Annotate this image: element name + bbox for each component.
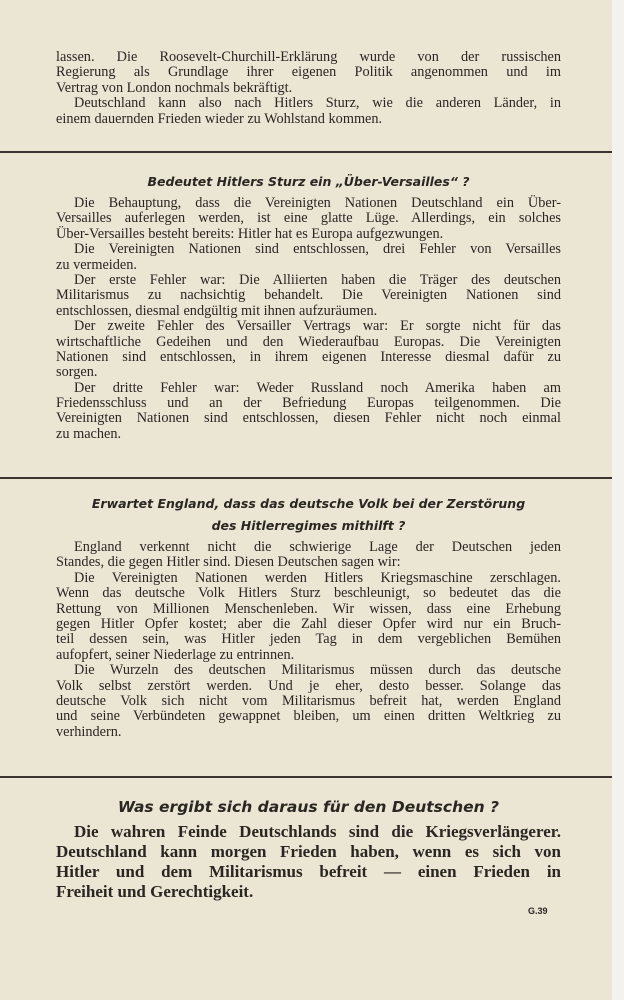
- text-line: zu vermeiden.: [56, 256, 137, 273]
- section-heading: Was ergibt sich daraus für den Deutschen ?: [117, 798, 500, 816]
- section-england-erwartung: [56, 493, 561, 740]
- text-line: sorgen.: [56, 364, 98, 381]
- section-divider: [0, 477, 612, 479]
- section-divider: [0, 776, 612, 778]
- text-line: Freiheit und Gerechtigkeit.: [56, 882, 254, 901]
- section-ueber-versailles: [56, 171, 561, 442]
- text-line: gegen Hitler Opfer kostet; aber die Zahl dieser Opfer wird nur ein Bruch-: [56, 615, 561, 632]
- text-line: wirtschaftliche Gedeihen und den Wiederaufbau Europas. Die Vereinigten: [56, 333, 561, 350]
- text-line: Der erste Fehler war: Die Alliierten haben die Träger des deutschen: [74, 271, 561, 288]
- paragraph: [56, 96, 561, 127]
- text-line: zu machen.: [56, 425, 122, 442]
- paragraph: [56, 196, 561, 242]
- text-line: Die Vereinigten Nationen sind entschlossen, drei Fehler von Versailles: [74, 241, 561, 258]
- text-line: Deutschland kann morgen Frieden haben, wenn es sich von: [56, 842, 561, 861]
- print-code: G.39: [528, 906, 548, 916]
- text-line: Volk selbst zerstört werden. Und je eher, desto besser. Solange das: [56, 677, 561, 694]
- text-line: Vertrag von London nochmals bekräftigt.: [56, 79, 293, 96]
- text-line: entschlossen, diesmal endgültig mit ihnen aufzuräumen.: [56, 302, 378, 319]
- text-line: Vereinigten Nationen sind entschlossen, diesen Fehler nicht noch einmal: [56, 410, 561, 427]
- paragraph: [56, 50, 561, 96]
- text-line: Hitler und dem Militarismus befreit — einen Frieden in: [56, 862, 561, 881]
- text-line: Die Wurzeln des deutschen Militarismus müssen durch das deutsche: [74, 662, 561, 679]
- text-line: Über-Versailles besteht bereits: Hitler hat es Europa aufgezwungen.: [56, 225, 444, 242]
- text-line: Die Behauptung, dass die Vereinigten Nationen Deutschland ein Über-: [74, 195, 561, 211]
- section-heading: des Hitlerregimes mithilft ?: [211, 518, 406, 533]
- section-heading: Erwartet England, dass das deutsche Volk bei der Zerstörung: [91, 496, 526, 511]
- text-line: Rettung von Millionen Menschenleben. Wir wissen, dass eine Erhebung: [56, 600, 561, 617]
- section-divider: [0, 151, 612, 153]
- text-line: Standes, die gegen Hitler sind. Diesen Deutschen sagen wir:: [56, 554, 401, 571]
- text-line: und seine Verbündeten gewappnet bleiben, um einen dritten Weltkrieg zu: [56, 708, 561, 725]
- text-line: England verkennt nicht die schwierige Lage der Deutschen jeden: [74, 539, 561, 555]
- text-line: Die wahren Feinde Deutschlands sind die Kriegsverlängerer.: [74, 822, 561, 841]
- text-line: verhindern.: [56, 723, 122, 740]
- section-intro-conclusion: [56, 50, 561, 127]
- section-folgerung: [56, 796, 561, 902]
- paragraph: [56, 242, 561, 273]
- text-line: Nationen sind entschlossen, in ihrem eigenen Interesse diesmal dafür zu: [56, 348, 561, 365]
- text-line: Wenn das deutsche Volk Hitlers Sturz beschleunigt, so bedeutet das die: [56, 585, 561, 602]
- paragraph: [56, 822, 561, 902]
- text-line: Militarismus zu nachsichtig behandelt. Die Vereinigten Nationen sind: [56, 287, 561, 304]
- text-line: Regierung als Grundlage ihrer eigenen Politik angenommen und im: [56, 64, 561, 81]
- text-line: Friedensschluss und an der Befriedung Europas teilgenommen. Die: [56, 395, 561, 412]
- text-line: Die Vereinigten Nationen werden Hitlers Kriegsmaschine zerschlagen.: [74, 569, 561, 586]
- paragraph: [56, 571, 561, 663]
- paragraph: [56, 540, 561, 571]
- text-line: Versailles auferlegen werden, ist eine glatte Lüge. Allerdings, ein solches: [56, 210, 561, 227]
- paragraph: [56, 663, 561, 740]
- paragraph: [56, 273, 561, 319]
- text-line: aufopfert, seiner Niederlage zu entrinnen.: [56, 646, 295, 663]
- section-heading: Bedeutet Hitlers Sturz ein „Über-Versailles“ ?: [147, 174, 470, 189]
- paragraph: [56, 381, 561, 443]
- text-line: einem dauernden Frieden wieder zu Wohlstand kommen.: [56, 110, 383, 127]
- text-line: Der zweite Fehler des Versailler Vertrags war: Er sorgte nicht für das: [74, 318, 561, 335]
- text-line: Deutschland kann also nach Hitlers Sturz, wie die anderen Länder, in: [74, 95, 561, 112]
- paragraph: [56, 319, 561, 381]
- text-line: deutsche Volk sich nicht vom Militarismus befreit hat, werden England: [56, 692, 561, 709]
- text-line: teil dessen sein, was Hitler jeden Tag in dem vergeblichen Bemühen: [56, 631, 561, 648]
- text-line: Der dritte Fehler war: Weder Russland noch Amerika haben am: [74, 379, 561, 396]
- text-line: lassen. Die Roosevelt-Churchill-Erklärung wurde von der russischen: [56, 49, 561, 65]
